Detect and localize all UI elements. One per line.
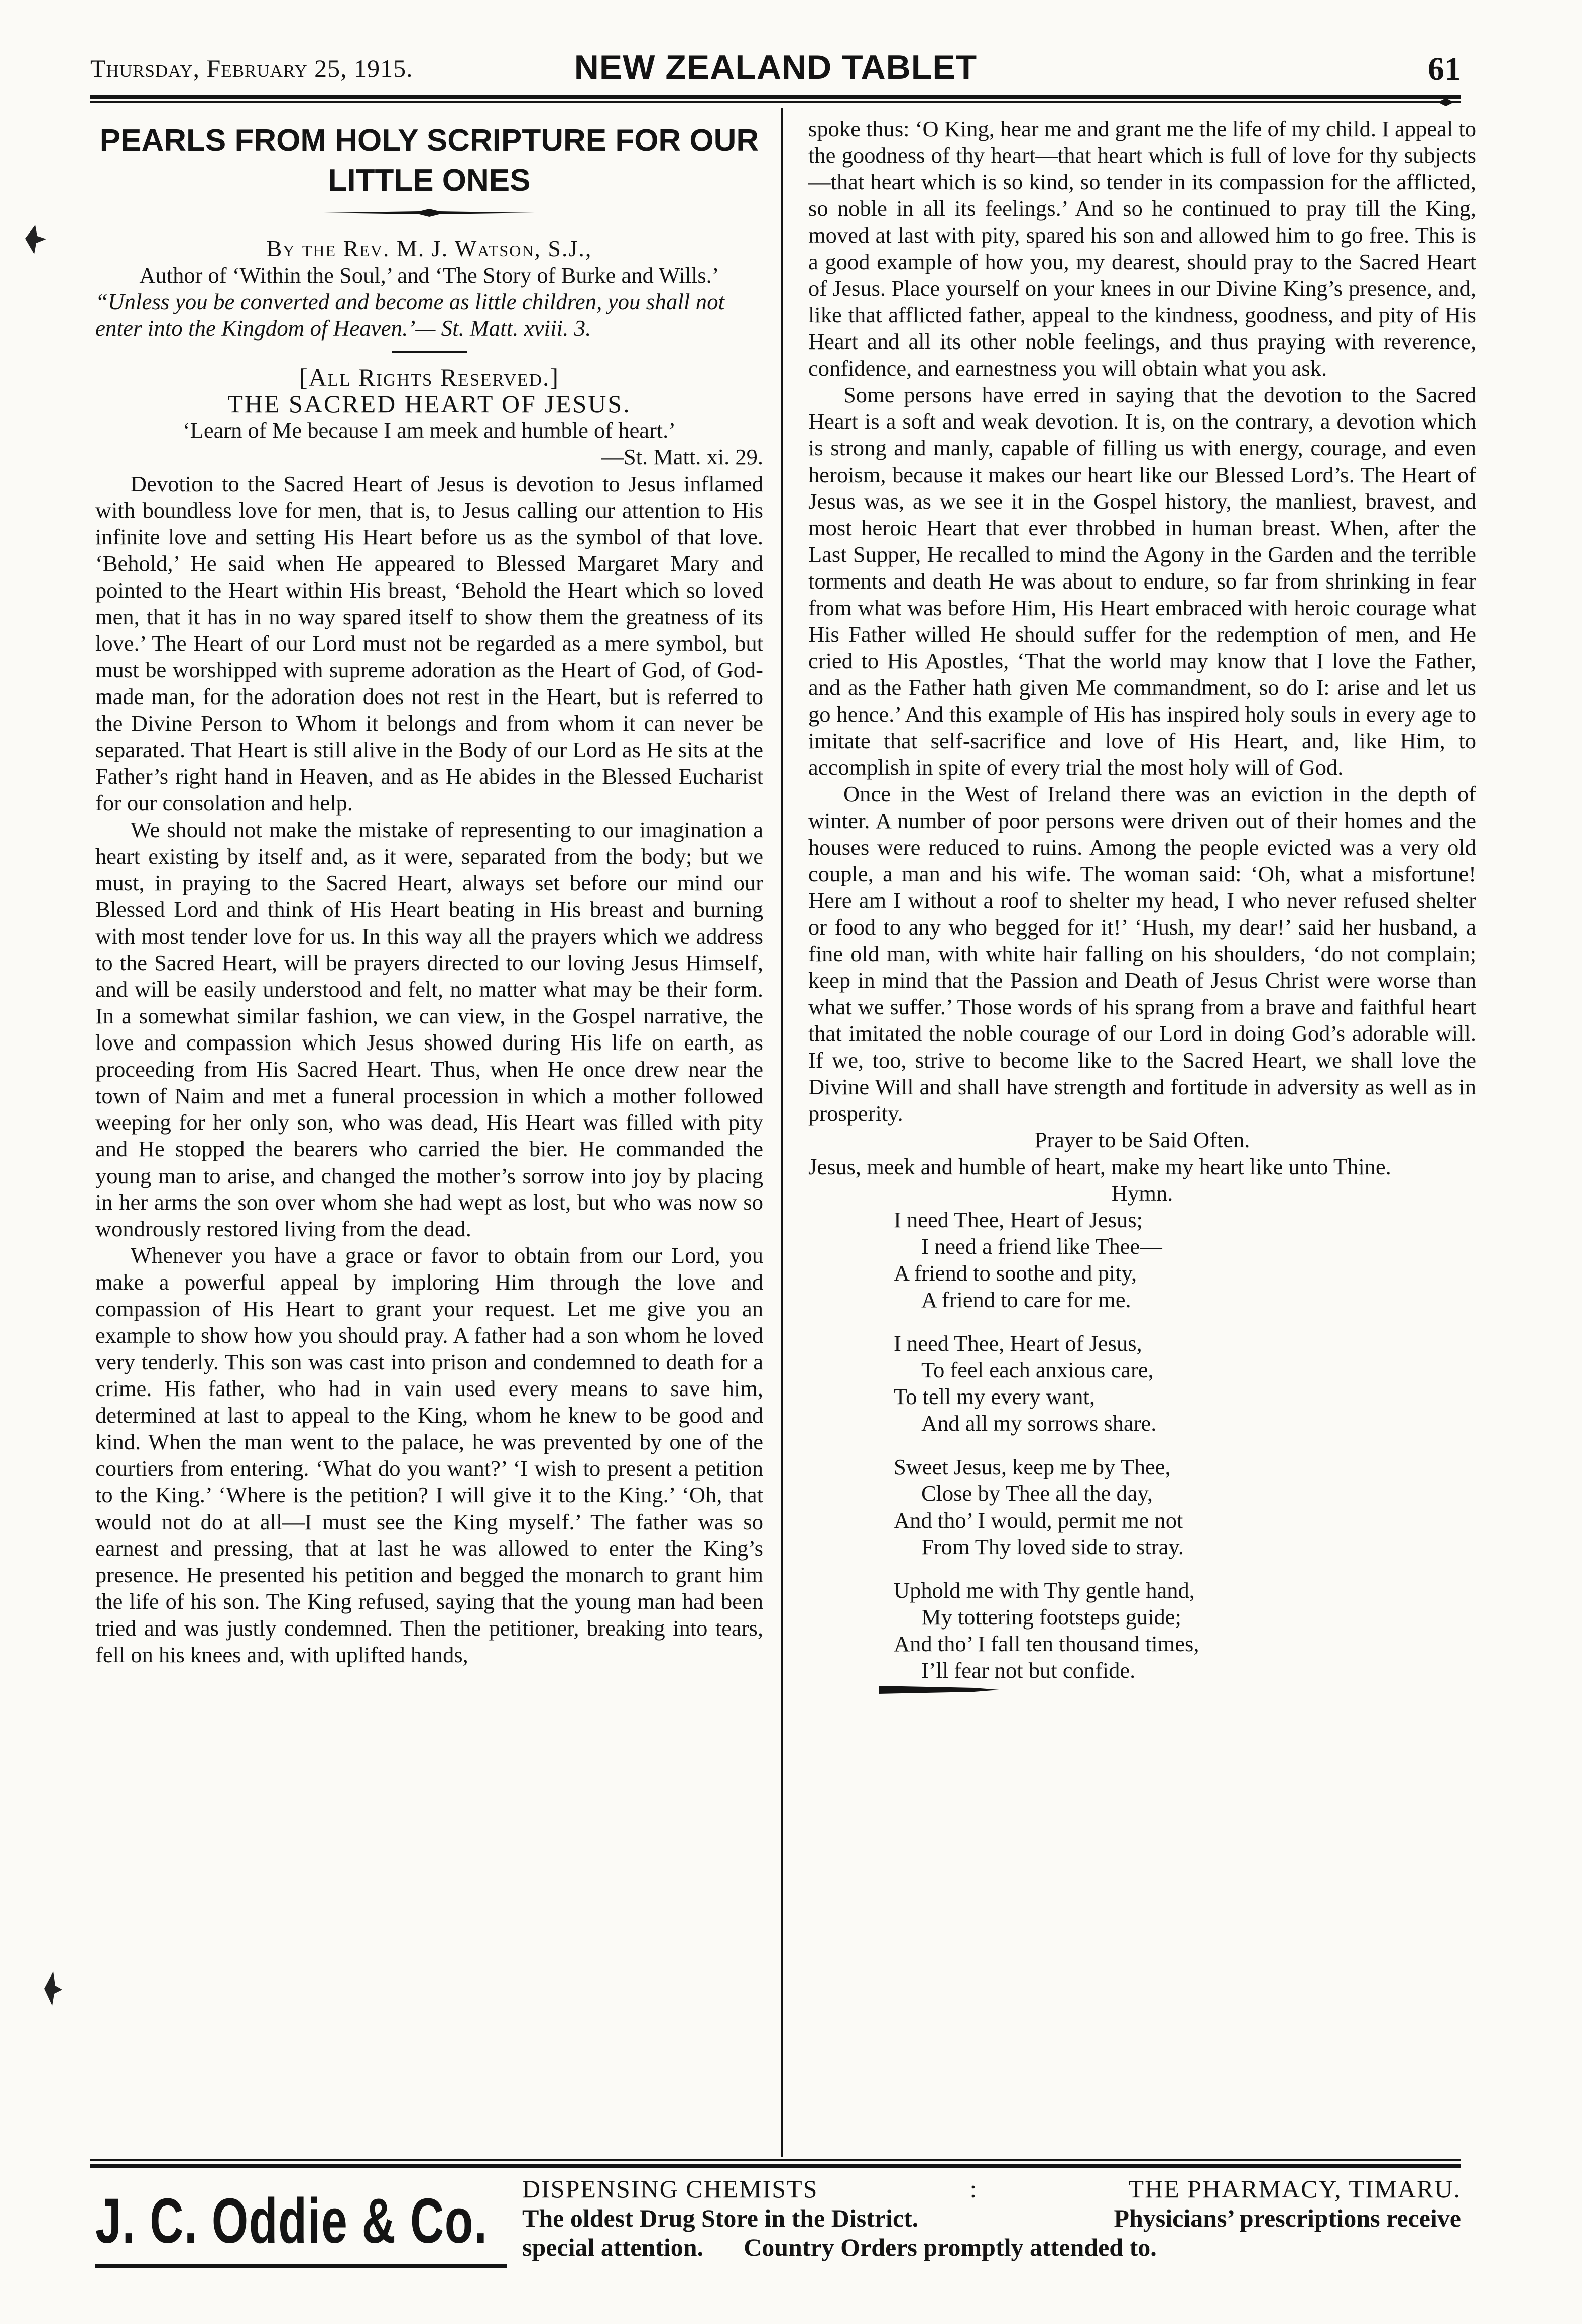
advertisement-text — [522, 2174, 1461, 2262]
footer-rule — [90, 2164, 1461, 2168]
end-rule-icon — [879, 1684, 999, 1696]
title-ornament — [95, 208, 763, 218]
header-rule-thin — [90, 101, 1461, 103]
masthead-title: NEW ZEALAND TABLET — [574, 48, 978, 86]
hymn-stanza: Uphold me with Thy gentle hand, My tottering footsteps guide; And tho’ I fall ten thousand times, I’ll fear not but confide. — [894, 1578, 1199, 1683]
prayer-heading: Prayer to be Said Often. — [1034, 1127, 1250, 1152]
body-paragraph: Whenever you have a grace or favor to obtain from our Lord, you make a powerful appeal by imploring Him through the love and compassion of His Heart to grant your request. Let me give you an example to show how you should pray. A father had a son whom he loved very tenderly. This son was cast into prison and condemned to death for a crime. His father, who had in vain used every means to save him, determined at last to appeal to the King, whom he knew to be good and kind. When the man went to the palace, he was prevented by one of the courtiers from entering. ‘What do you want?’ ‘I wish to present a petition to the King.’ ‘Where is the petition? I will give it to the King.’ ‘Oh, that would not do at all—I must see the King myself.’ The father was so earnest and pressing, that at last he was allowed to enter the King’s presence. He presented his petition and begged the monarch to grant him the life of his son. The King refused, saying that the young man had been tried and was justly condemned. Then the petitioner, breaking into tears, fell on his knees and, with uplifted hands, — [95, 1243, 763, 1667]
byline: By the Rev. M. J. Watson, S.J., — [266, 236, 592, 261]
short-rule — [392, 351, 467, 353]
issue-date: Thursday, February 25, 1915. — [90, 54, 413, 82]
rights-notice: [All Rights Reserved.] — [299, 363, 560, 391]
ad-line: DISPENSING CHEMISTS : THE PHARMACY, TIMARU. — [522, 2175, 1461, 2203]
page-number: 61 — [1428, 51, 1461, 87]
column-divider — [781, 108, 783, 2157]
advertisement — [90, 2174, 1461, 2285]
author-note: Author of ‘Within the Soul,’ and ‘The Story of Burke and Wills.’ — [139, 263, 719, 288]
prayer-text: Jesus, meek and humble of heart, make my heart like unto Thine. — [808, 1154, 1391, 1179]
page-header — [90, 48, 1461, 98]
hymn-stanza: I need Thee, Heart of Jesus, To feel each anxious care, To tell my every want, And all my sorrows share. — [894, 1331, 1157, 1436]
body-paragraph: Some persons have erred in saying that the devotion to the Sacred Heart is a soft and weak devotion. It is, on the contrary, a devotion which is strong and manly, capable of filling us with energy, courage, and even heroism, because it makes our heart like our Blessed Lord’s. The Heart of Jesus was, as we see it in the Gospel history, the manliest, bravest, and most heroic Heart that ever throbbed in human breast. When, after the Last Supper, He recalled to mind the Agony in the Garden and the terrible torments and death He was about to endure, so far from shrinking in fear from what was before Him, His Heart embraced with heroic courage what His Father willed He should suffer for the redemption of men, and He cried to His Apostles, ‘That the world may know that I love the Father, and as the Father hath given Me commandment, so do I: arise and let us go hence.’ And this example of His has inspired holy souls in every age to imitate that self-sacrifice and love of His Heart, and, like Him, to accomplish in spite of every trial the most holy will of God. — [808, 382, 1476, 780]
end-mark — [879, 1684, 1476, 1696]
epigraph: “Unless you be converted and become as little children, you shall not enter into the Kingdom of Heaven.’— St. Matt. xviii. 3. — [95, 289, 725, 341]
printers-mark-icon — [20, 221, 50, 256]
article-title: PEARLS FROM HOLY SCRIPTURE FOR OUR LITTLE ONES — [99, 123, 759, 198]
scripture-quote-source: —St. Matt. xi. 29. — [601, 444, 763, 470]
header-rule — [90, 95, 1461, 99]
body-paragraph: Once in the West of Ireland there was an eviction in the depth of winter. A number of poor persons were driven out of their homes and the houses were reduced to ruins. Among the people evicted was a very old couple, a man and his wife. The woman said: ‘Oh, what a misfortune! Here am I without a roof to shelter my head, I who never refused shelter or food to any who begged for it!’ ‘Hush, my dear!’ said her husband, a fine old man, with white hair falling on his shoulders, ‘do not complain; keep in mind that the Passion and Death of Jesus Christ were worse than what we suffer.’ Those words of his sprang from a brave and faithful heart that imitated the noble courage of our Lord in doing God’s adorable will. If we, too, strive to become like to the Sacred Heart, we shall love the Divine Will and shall have strength and fortitude in adversity as well as in prosperity. — [808, 781, 1476, 1126]
printers-mark-icon — [40, 1968, 65, 2009]
scripture-quote: ‘Learn of Me because I am meek and humble of heart.’ — [182, 418, 676, 443]
hymn-heading: Hymn. — [1111, 1181, 1173, 1206]
ad-line: The oldest Drug Store in the District. Physicians’ prescriptions receive — [522, 2204, 1461, 2232]
body-paragraph: Devotion to the Sacred Heart of Jesus is devotion to Jesus inflamed with boundless love for men, that is, to Jesus calling our attention to His infinite love and setting His Heart before us as the symbol of that love. ‘Behold,’ He said when He appeared to Blessed Margaret Mary and pointed to the Heart within His breast, ‘Behold the Heart which so loved men, that it has in no way spared itself to show them the greatness of its love.’ The Heart of our Lord must not be regarded as a mere symbol, but must be worshipped with supreme adoration as the Heart of God, of God-made man, for the adoration does not rest in the Heart, but is referred to the Divine Person to Whom it belongs and from whom it can never be separated. That Heart is still alive in the Body of our Lord as He sits at the Father’s right hand in Heaven, and as He abides in the Blessed Eucharist for our consolation and help. — [95, 471, 763, 816]
body-paragraph: spoke thus: ‘O King, hear me and grant me the life of my child. I appeal to the goodness of thy heart—that heart which is full of love for thy subjects—that heart which is so kind, so tender in its compassion for the afflicted, so noble in all its feelings.’ And so he continued to pray till the King, moved at last with pity, spared his son and allowed him to go free. This is a good example of how you, my dearest, should pray to the Sacred Heart of Jesus. Place yourself on your knees in our Divine King’s presence, and, like that afflicted father, appeal to the kindness, goodness, and pity of His Heart and all its other noble feelings, and thus praying with reverence, confidence, and earnestness you will obtain what you ask. — [808, 116, 1476, 381]
ornamental-rule-icon — [324, 208, 535, 218]
body-paragraph: We should not make the mistake of representing to our imagination a heart existing by itself and, as it were, separated from the body; but we must, in praying to the Sacred Heart, always set before our mind our Blessed Lord and think of His Heart beating in His breast and burning with most tender love for us. In this way all the prayers which we address to the Sacred Heart, will be prayers directed to our loving Jesus Himself, and will be easily understood and felt, no matter what may be their form. In a somewhat similar fashion, we can view, in the Gospel narrative, the love and compassion which Jesus showed during His life on earth, as proceeding from His Sacred Heart. Thus, when He once drew near the town of Naim and met a funeral procession in which a mother followed weeping for her only son, who was dead, His Heart was filled with pity and He stopped the bearers who carried the bier. He commanded the young man to arise, and changed the mother’s sorrow into joy by placing in her arms the son over whom she had wept as lost, but who was now so wondrously restored living from the dead. — [95, 817, 763, 1241]
hymn-stanza: I need Thee, Heart of Jesus; I need a friend like Thee— A friend to soothe and pity, A friend to care for me. — [894, 1207, 1162, 1312]
logo-underline — [95, 2264, 507, 2268]
footer-rule-thin — [90, 2159, 1461, 2161]
section-heading: THE SACRED HEART OF JESUS. — [227, 390, 631, 418]
advertiser-logo: J. C. Oddie & Co. — [95, 2185, 488, 2256]
right-column — [808, 115, 1476, 1696]
ad-line: special attention. Country Orders promptly attended to. — [522, 2233, 1157, 2261]
hymn-stanza: Sweet Jesus, keep me by Thee, Close by Thee all the day, And tho’ I would, permit me not From Thy loved side to stray. — [894, 1454, 1184, 1559]
header-rule-ornament — [1436, 96, 1456, 108]
left-column — [95, 115, 763, 1668]
